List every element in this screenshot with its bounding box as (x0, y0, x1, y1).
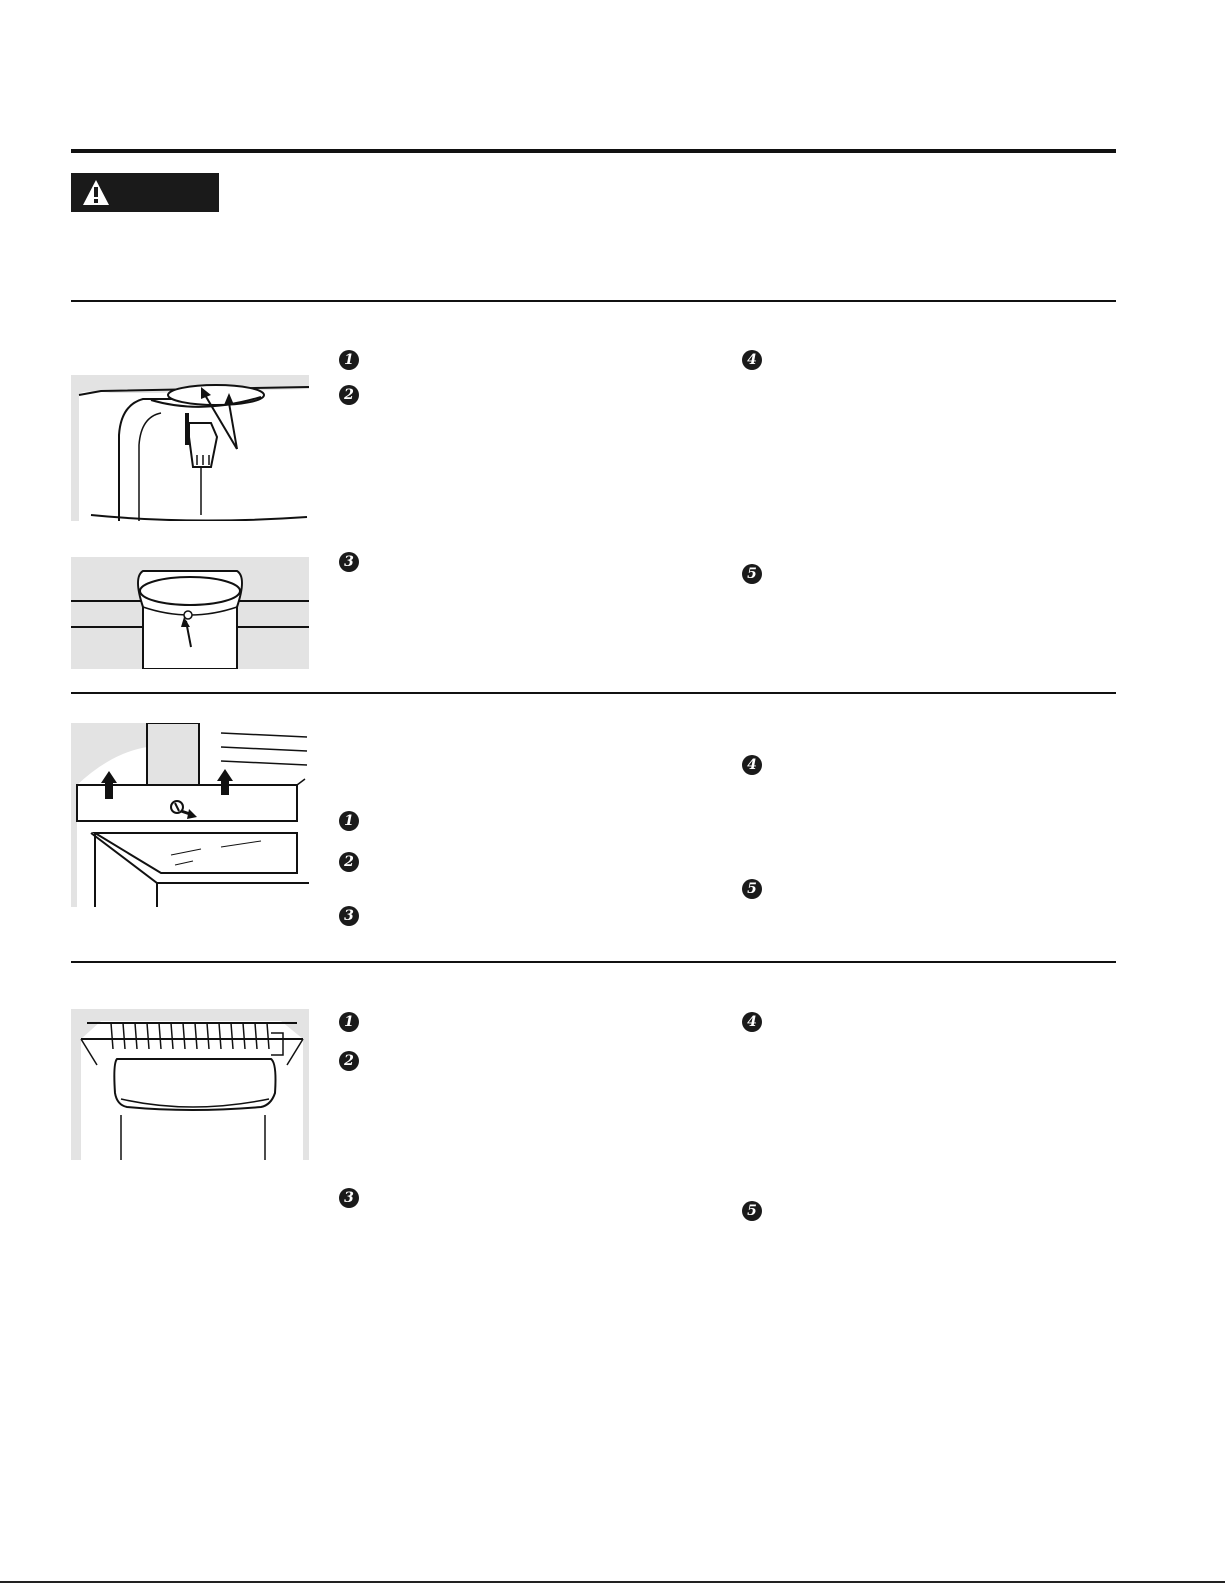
step-number: 1 (344, 1014, 354, 1030)
step-badge (338, 551, 360, 573)
step-number: 4 (747, 757, 757, 773)
warning-triangle-icon (81, 178, 111, 208)
illustration-cover-removal (71, 723, 309, 907)
step-number: 2 (344, 854, 354, 870)
step-number: 5 (747, 1203, 757, 1219)
step-badge (338, 349, 360, 371)
step-number: 3 (344, 1190, 354, 1206)
step-number: 4 (747, 1014, 757, 1030)
step-badge (338, 1050, 360, 1072)
step-badge (338, 1187, 360, 1209)
step-badge (741, 1200, 763, 1222)
step-number: 4 (747, 352, 757, 368)
step-number: 5 (747, 566, 757, 582)
step-badge (338, 810, 360, 832)
step-badge (338, 851, 360, 873)
section-divider-3 (71, 961, 1116, 963)
step-badge (741, 349, 763, 371)
step-badge (338, 905, 360, 927)
step-number: 2 (344, 1053, 354, 1069)
page-bottom-rule (0, 1581, 1225, 1583)
step-number: 5 (747, 881, 757, 897)
step-number: 1 (344, 352, 354, 368)
warning-badge (71, 173, 219, 212)
section-divider-2 (71, 692, 1116, 694)
illustration-crisper-shelf (71, 1009, 309, 1160)
section-divider-1 (71, 300, 1116, 302)
header-rule (71, 149, 1116, 153)
step-badge (741, 754, 763, 776)
step-number: 2 (344, 387, 354, 403)
step-badge (338, 384, 360, 406)
step-badge (338, 1011, 360, 1033)
step-number: 3 (344, 908, 354, 924)
illustration-filter-cap (71, 557, 309, 669)
illustration-filter-housing (71, 375, 309, 521)
step-number: 1 (344, 813, 354, 829)
step-badge (741, 563, 763, 585)
step-badge (741, 1011, 763, 1033)
step-number: 3 (344, 554, 354, 570)
step-badge (741, 878, 763, 900)
